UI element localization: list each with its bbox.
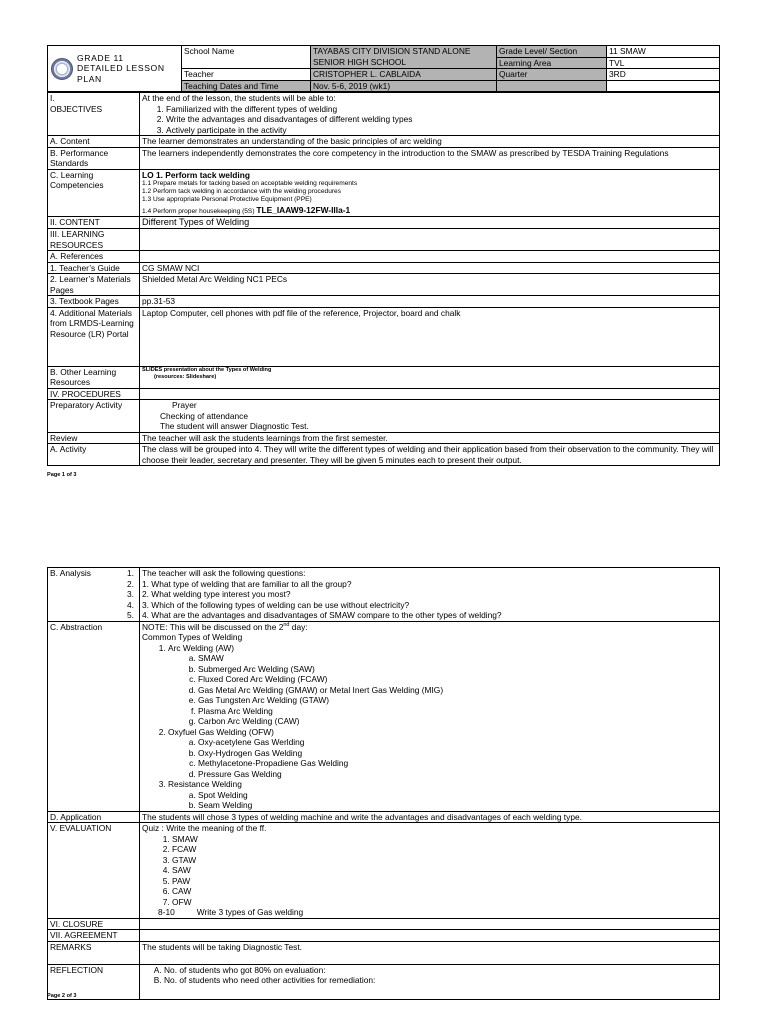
abstraction-label: C. Abstraction — [48, 621, 140, 811]
abstraction-note — [142, 622, 717, 633]
learning-area-label: Learning Area — [497, 57, 607, 69]
title-block — [48, 46, 182, 92]
welding-type: c. Methylacetone-Propadiene Gas Welding — [198, 758, 717, 769]
quiz-item: 6. CAW — [172, 886, 717, 897]
content-section-value: Different Types of Welding — [140, 216, 720, 229]
welding-group-title: Arc Welding (AW) — [168, 642, 235, 653]
reflection-cell — [140, 964, 720, 999]
dates-label: Teaching Dates and Time — [182, 80, 311, 92]
welding-type-list — [168, 653, 717, 727]
quiz-item: 3. GTAW — [172, 855, 717, 866]
analysis-item: 1. What type of welding that are familiar to all the group? — [142, 578, 352, 589]
other-resources-cell — [140, 366, 720, 388]
learners-materials-value: Shielded Metal Arc Welding NC1 PECs — [140, 274, 720, 296]
additional-materials-label: 4. Additional Materials from LRMDS-Learning Resource (LR) Portal — [48, 307, 140, 366]
analysis-numbers — [127, 568, 137, 621]
learning-resources-label: III. LEARNING RESOURCES — [48, 229, 140, 251]
review-value: The teacher will ask the students learnings from the first semester. — [140, 432, 720, 444]
analysis-item: 3. Which of the following types of welding can be use without electricity? — [142, 599, 410, 610]
teachers-guide-value: CG SMAW NCI — [140, 262, 720, 274]
review-label: Review — [48, 432, 140, 444]
remarks-value: The students will be taking Diagnostic Test. — [140, 941, 720, 964]
lo-item: 1.2 Perform tack welding in accordance with the welding procedures — [142, 188, 342, 196]
reflection-label: REFLECTION — [48, 964, 140, 999]
other-resources-value: SLIDES presentation about the Types of Welding — [142, 366, 272, 373]
objective-item: 2. Write the advantages and disadvantages of different welding types — [166, 114, 717, 125]
note-text: NOTE: This will be discussed on the 2 — [142, 621, 284, 632]
quiz-item: 5. PAW — [172, 876, 717, 887]
grade-section-value: 11 SMAW — [607, 46, 720, 58]
application-value: The students will chose 3 types of welding machine and write the advantages and disadvantages of each welding type. — [140, 811, 720, 823]
lesson-body-table-1 — [47, 92, 720, 466]
application-label: D. Application — [48, 811, 140, 823]
school-value: TAYABAS CITY DIVISION STAND ALONE SENIOR HIGH SCHOOL — [311, 46, 497, 69]
other-resources-label: B. Other Learning Resources — [48, 366, 140, 388]
lo-item: 1.3 Use appropriate Personal Protective Equipment (PPE) — [142, 196, 312, 204]
evaluation-cell — [140, 823, 720, 919]
textbook-label: 3. Textbook Pages — [48, 296, 140, 308]
textbook-value: pp.31-53 — [140, 296, 720, 308]
welding-type-list — [168, 790, 717, 811]
welding-type: e. Gas Tungsten Arc Welding (GTAW) — [198, 695, 717, 706]
lo-title: LO 1. Perform tack welding — [142, 169, 250, 180]
lesson-body-table-2 — [47, 567, 720, 1000]
objectives-cell — [140, 93, 720, 136]
page-footer: Page 1 of 3 — [47, 472, 77, 478]
analysis-number: 1. — [127, 568, 134, 578]
remarks-label: REMARKS — [48, 941, 140, 964]
objectives-intro: At the end of the lesson, the students will be able to: — [142, 93, 336, 103]
welding-group-title: Resistance Welding — [168, 779, 242, 789]
welding-group-title: Oxyfuel Gas Welding (OFW) — [168, 726, 274, 737]
quiz-item: 1. SMAW — [172, 834, 717, 845]
lo-code: TLE_IAAW9-12FW-IIIa-1 — [256, 204, 351, 215]
analysis-cell — [140, 568, 720, 622]
objective-item: 1. Familiarized with the different types of welding — [166, 104, 717, 115]
objective-item: 3. Actively participate in the activity — [166, 125, 717, 136]
note-suffix: day: — [289, 621, 308, 632]
dates-value: Nov. 5-6, 2019 (wk1) — [311, 80, 497, 92]
performance-value: The learners independently demonstrates the core competency in the introduction to the SMAW as prescribed by TESDA Training Regulations — [140, 147, 720, 169]
other-resources-source: (resources: Slideshare) — [154, 373, 217, 380]
quiz-item: 4. SAW — [172, 865, 717, 876]
welding-type: a. SMAW — [198, 653, 717, 664]
page-footer: Page 2 of 3 — [47, 993, 77, 999]
activity-value: The class will be grouped into 4. They will write the different types of welding and their application based from their observation to the community. They will choose their leader, secretary and presenter. They will be given 5 minutes each to present their output. — [140, 444, 720, 466]
welding-type: g. Carbon Arc Welding (CAW) — [198, 716, 717, 727]
quiz-extra-text: Write 3 types of Gas welding — [196, 907, 304, 917]
common-types-title: Common Types of Welding — [142, 632, 243, 642]
quarter-value: 3RD — [607, 69, 720, 81]
grade-title: GRADE 11 — [77, 53, 124, 64]
reflection-item: A. No. of students who got 80% on evaluation: — [164, 965, 717, 976]
quiz-title: Quiz : Write the meaning of the ff. — [142, 823, 267, 833]
content-label: A. Content — [48, 136, 140, 148]
quiz-item: 7. OFW — [172, 897, 717, 908]
quiz-extra-number: 8-10 — [158, 907, 175, 917]
welding-type: b. Oxy-Hydrogen Gas Welding — [198, 748, 717, 759]
learners-materials-label: 2. Learner’s Materials Pages — [48, 274, 140, 296]
grade-section-label: Grade Level/ Section — [497, 46, 607, 58]
analysis-item: 4. What are the advantages and disadvantages of SMAW compare to the other types of welding? — [142, 610, 502, 620]
procedures-label: IV. PROCEDURES — [48, 388, 140, 400]
competencies-cell — [140, 169, 720, 216]
analysis-label-cell — [48, 568, 140, 622]
learning-area-value: TVL — [607, 57, 720, 69]
objectives-list — [142, 104, 717, 136]
welding-type: b. Seam Welding — [198, 800, 717, 811]
lesson-plan-page-2 — [47, 567, 720, 1000]
welding-type: a. Oxy-acetylene Gas Werlding — [198, 737, 717, 748]
analysis-number: 2. — [127, 578, 134, 589]
closure-label: VI. CLOSURE — [48, 918, 140, 930]
preparatory-label: Preparatory Activity — [48, 400, 140, 433]
activity-label: A. Activity — [48, 444, 140, 466]
content-section-label: II. CONTENT — [48, 216, 140, 229]
lo-item: 1.1 Prepare metals for tacking based on acceptable welding requirements — [142, 180, 358, 187]
deped-seal-logo — [51, 58, 73, 80]
analysis-label: B. Analysis — [50, 568, 91, 578]
analysis-number: 5. — [127, 610, 134, 620]
agreement-label: VII. AGREEMENT — [48, 930, 140, 942]
welding-type: d. Pressure Gas Welding — [198, 769, 717, 780]
analysis-item: 2. What welding type interest you most? — [142, 589, 291, 599]
welding-type: f. Plasma Arc Welding — [198, 706, 717, 717]
abstraction-cell — [140, 621, 720, 811]
reflection-list — [142, 965, 717, 986]
teacher-value: CRISTOPHER L. CABLAIDA — [311, 69, 497, 81]
school-label: School Name — [182, 46, 311, 69]
quarter-label: Quarter — [497, 69, 607, 81]
objectives-label: I. OBJECTIVES — [48, 93, 140, 136]
reflection-item: B. No. of students who need other activities for remediation: — [164, 975, 717, 986]
note-sup: nd — [283, 621, 290, 628]
references-label: A. References — [48, 251, 140, 263]
teachers-guide-label: 1. Teacher’s Guide — [48, 262, 140, 274]
preparatory-item: The student will answer Diagnostic Test. — [160, 421, 309, 432]
analysis-number: 4. — [127, 599, 134, 610]
welding-group — [168, 727, 717, 780]
lo-item: 1.4 Perform proper housekeeping (5S) — [142, 207, 257, 215]
welding-type-list — [168, 737, 717, 779]
lesson-plan-page-1 — [47, 45, 720, 466]
quiz-list — [142, 834, 717, 908]
quiz-item: 2. FCAW — [172, 844, 717, 855]
welding-groups-list — [142, 643, 717, 811]
welding-type: c. Fluxed Cored Arc Welding (FCAW) — [198, 674, 717, 685]
analysis-item: The teacher will ask the following questions: — [142, 568, 306, 578]
welding-type: b. Submerged Arc Welding (SAW) — [198, 664, 717, 675]
welding-group — [168, 779, 717, 811]
plan-title-line: PLAN — [77, 73, 102, 84]
header-table — [47, 45, 720, 92]
welding-group — [168, 643, 717, 727]
evaluation-label: V. EVALUATION — [48, 823, 140, 919]
preparatory-cell — [140, 400, 720, 433]
plan-title-line: DETAILED LESSON — [77, 63, 165, 74]
analysis-number: 3. — [127, 589, 134, 599]
content-value: The learner demonstrates an understanding of the basic principles of arc welding — [140, 136, 720, 148]
performance-label: B. Performance Standards — [48, 147, 140, 169]
additional-materials-value: Laptop Computer, cell phones with pdf file of the reference, Projector, board and chalk — [140, 307, 720, 366]
preparatory-item: Prayer — [172, 400, 197, 411]
teacher-label: Teacher — [182, 69, 311, 81]
preparatory-item: Checking of attendance — [160, 410, 248, 421]
welding-type: a. Spot Welding — [198, 790, 717, 801]
welding-type: d. Gas Metal Arc Welding (GMAW) or Metal Inert Gas Welding (MIG) — [198, 685, 717, 696]
competencies-label: C. Learning Competencies — [48, 169, 140, 216]
